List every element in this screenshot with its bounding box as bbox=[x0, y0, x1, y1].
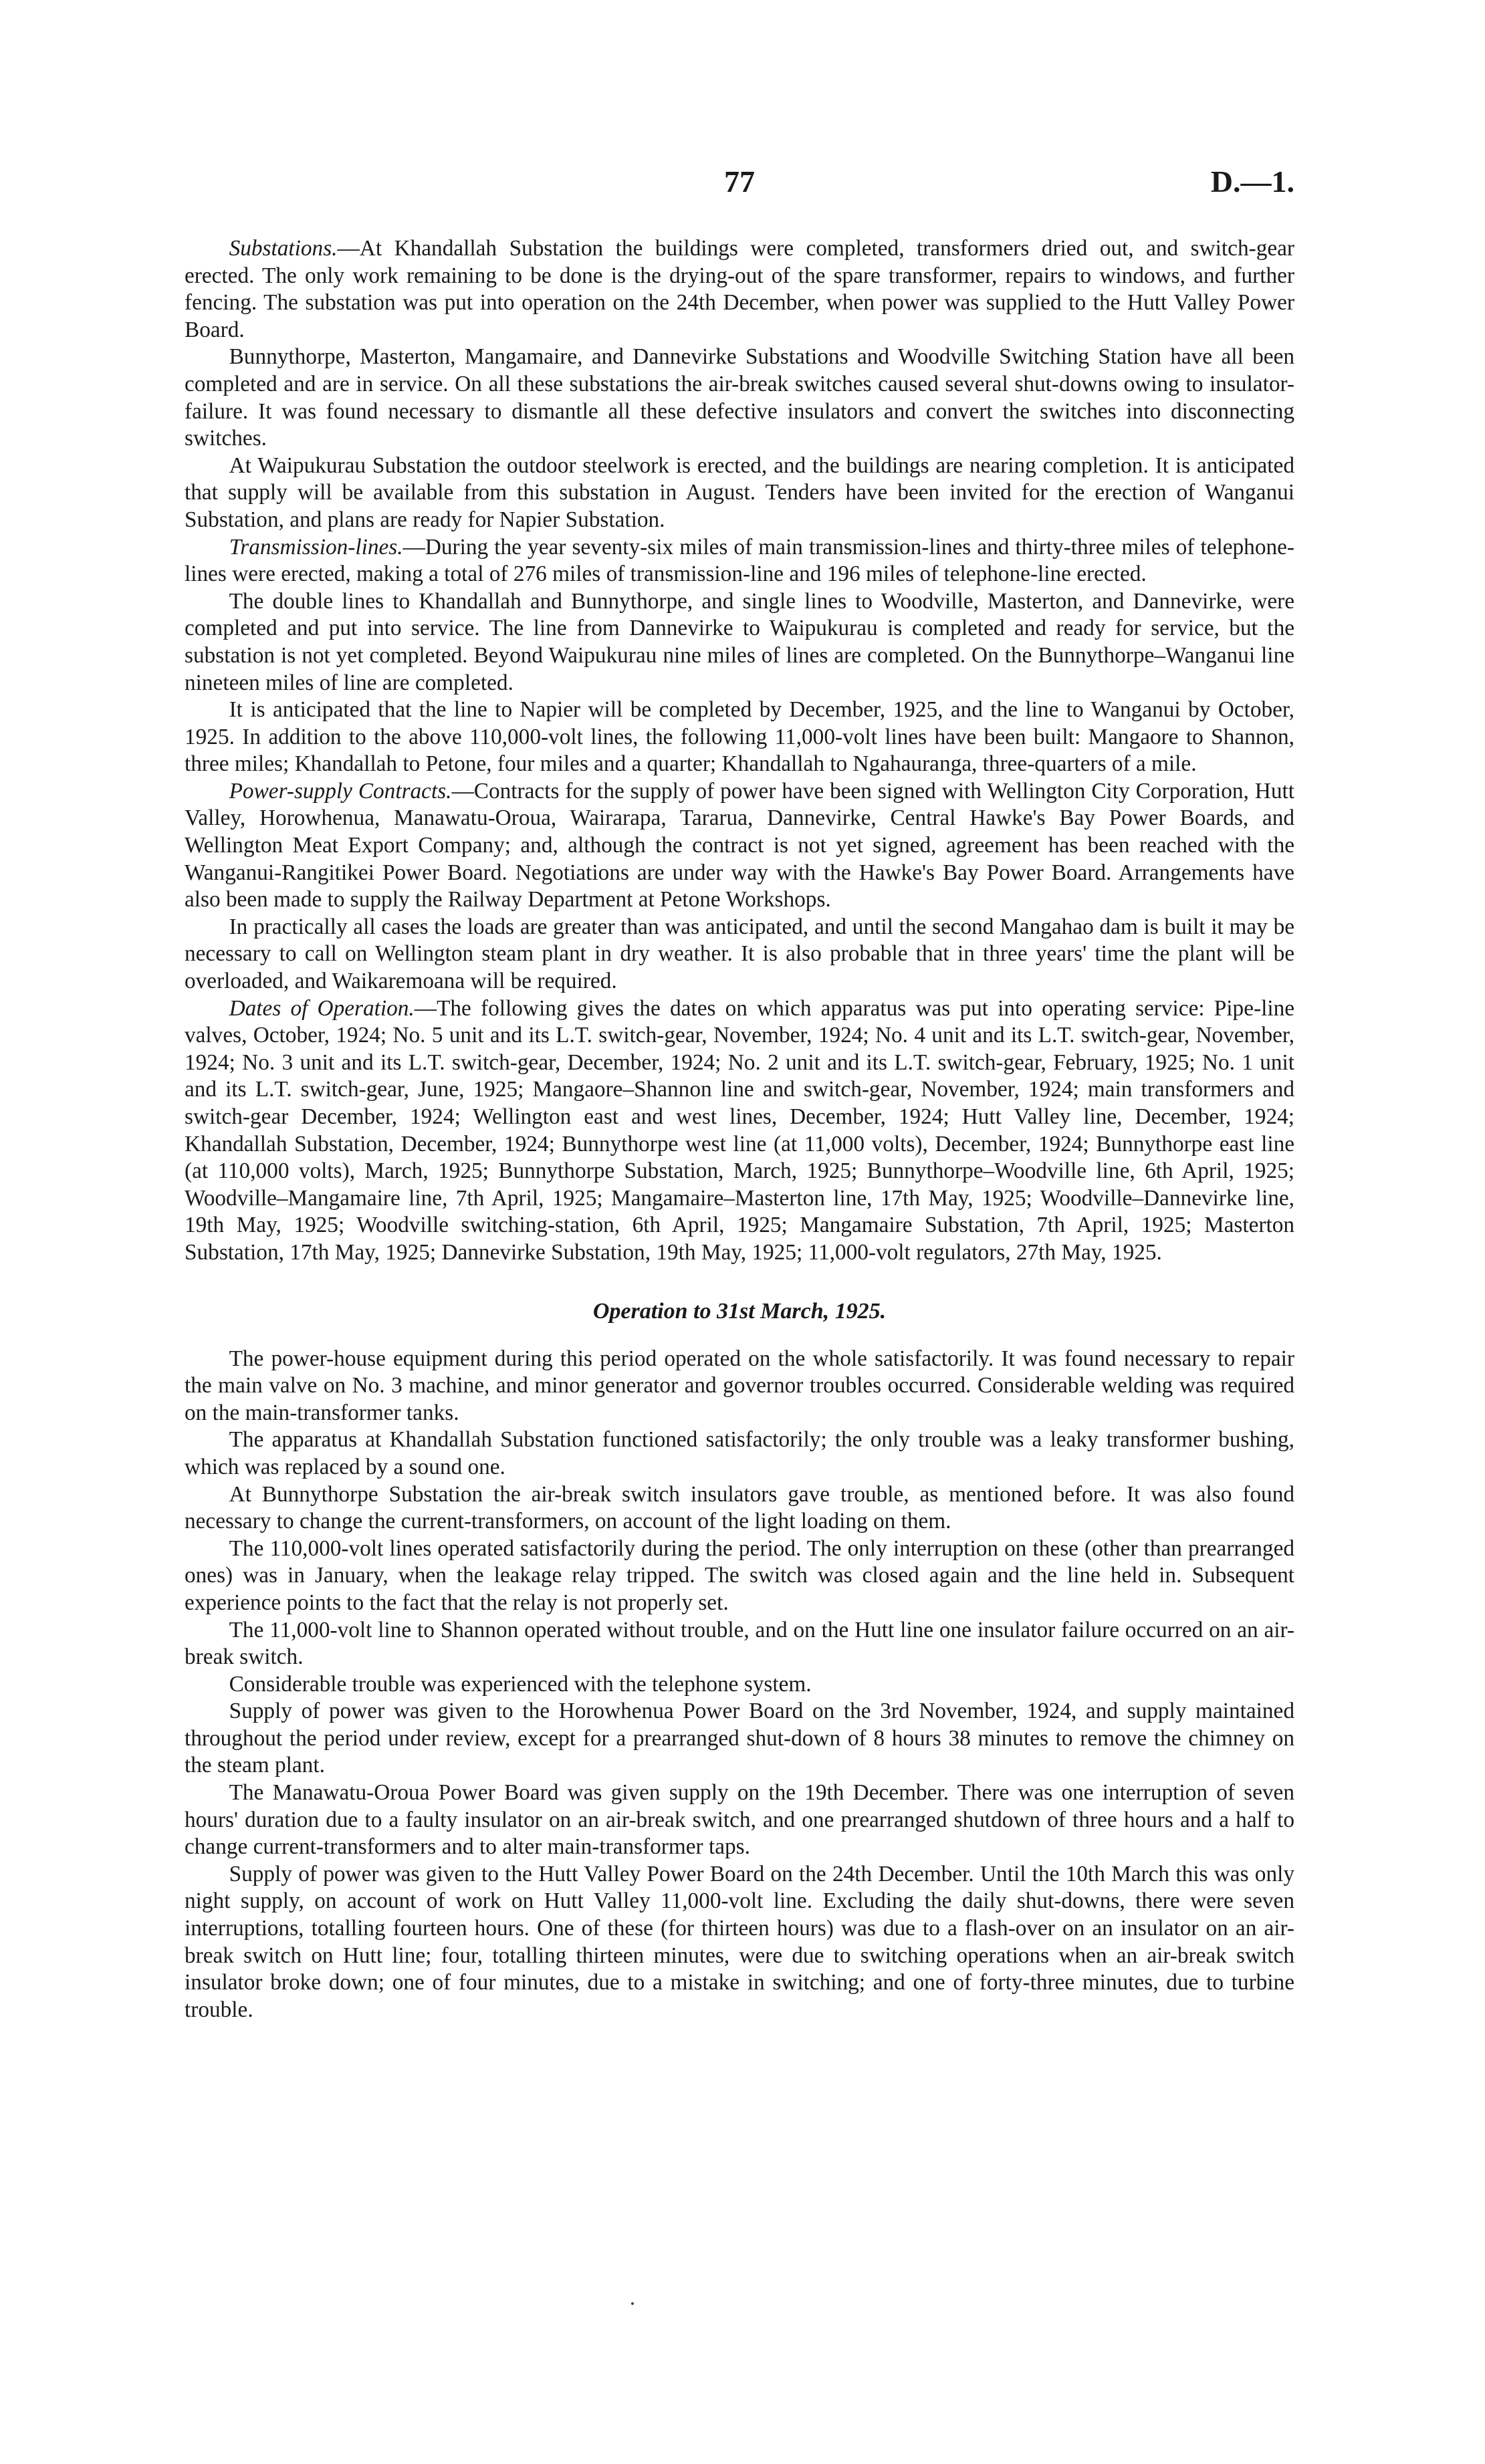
paragraph-text: The Manawatu-Oroua Power Board was given supply on the 19th December. There was one interruption of seven hours' duration due to a faulty insulator on an air-break switch, and one prearranged shutdown of three hours and a half to change current-transformers and to alter main-transformer taps. bbox=[185, 1780, 1294, 1860]
paragraph-text: It is anticipated that the line to Napier will be completed by December, 1925, and the line to Wanganui by October, 1925. In addition to the above 110,000-volt lines, the following 11,000-volt lines have been built: Mangaore to Shannon, three miles; Khandallah to Petone, four miles and a quarter; Khandallah to Ngahauranga, three-quarters of a mile. bbox=[185, 697, 1294, 777]
paragraph-text: —At Khandallah Substation the buildings were completed, transformers dried out, and switch-gear erected. The only work remaining to be done is the drying-out of the spare transformer, repairs to windows, and further fencing. The substation was put into operation on the 24th December, when power was supplied to the Hutt Valley Power Board. bbox=[185, 236, 1294, 342]
paragraph-text: The double lines to Khandallah and Bunnythorpe, and single lines to Woodville, Masterton, and Dannevirke, were completed and put into service. The line from Dannevirke to Waipukurau is completed and ready for service, but the substation is not yet completed. Beyond Waipukurau nine miles of lines are completed. On the Bunnythorpe–Wanganui line nineteen miles of line are completed. bbox=[185, 588, 1294, 695]
paragraph bbox=[185, 1535, 1294, 1617]
paragraph-power-supply-contracts bbox=[185, 778, 1294, 914]
paragraph-text: The power-house equipment during this period operated on the whole satisfactorily. It was found necessary to repair the main valve on No. 3 machine, and minor generator and governor troubles occurred. Considerable welding was required on the main-transformer tanks. bbox=[185, 1346, 1294, 1425]
paragraph bbox=[185, 1617, 1294, 1671]
paragraph-text: —The following gives the dates on which apparatus was put into operating service: Pipe-line valves, October, 1924; No. 5 unit and its L.T. switch-gear, November, 1924; No. 4 unit and its L.T. switch-gear, November, 1924; No. 3 unit and its L.T. switch-gear, December, 1924; No. 2 unit and its L.T. switch-gear, February, 1925; No. 1 unit and its L.T. switch-gear, June, 1925; Mangaore–Shannon line and switch-gear, November, 1924; main transformers and switch-gear December, 1924; Wellington east and west lines, December, 1924; Hutt Valley line, December, 1924; Khandallah Substation, December, 1924; Bunnythorpe west line (at 11,000 volts), December, 1924; Bunnythorpe east line (at 110,000 volts), March, 1925; Bunnythorpe Substation, March, 1925; Bunnythorpe–Woodville line, 6th April, 1925; Woodville–Mangamaire line, 7th April, 1925; Mangamaire–Masterton line, 17th May, 1925; Woodville–Dannevirke line, 19th May, 1925; Woodville switching-station, 6th April, 1925; Mangamaire Substation, 7th April, 1925; Masterton Substation, 17th May, 1925; Dannevirke Substation, 19th May, 1925; 11,000-volt regulators, 27th May, 1925. bbox=[185, 995, 1295, 1265]
paragraph bbox=[185, 1779, 1294, 1861]
paragraph bbox=[185, 1346, 1294, 1427]
paragraph-text: —During the year seventy-six miles of main transmission-lines and thirty-three miles of telephone-lines were erected, making a total of 276 miles of transmission-line and 196 miles of telephone-line erected. bbox=[185, 534, 1294, 587]
paragraph-lead: Dates of Operation. bbox=[229, 995, 415, 1021]
paragraph-transmission-lines bbox=[185, 534, 1294, 588]
paragraph bbox=[185, 1427, 1294, 1481]
paragraph bbox=[185, 453, 1294, 534]
paragraph bbox=[185, 914, 1294, 995]
paragraph-substations bbox=[185, 235, 1294, 344]
paragraph bbox=[185, 588, 1294, 697]
paragraph bbox=[185, 1481, 1294, 1535]
paragraph bbox=[185, 697, 1294, 778]
paragraph-text: The 11,000-volt line to Shannon operated without trouble, and on the Hutt line one insulator failure occurred on an air-break switch. bbox=[185, 1617, 1294, 1670]
paragraph-lead: Transmission-lines. bbox=[229, 534, 403, 560]
paragraph-text: The 110,000-volt lines operated satisfactorily during the period. The only interruption on these (other than prearranged ones) was in January, when the leakage relay tripped. The switch was closed again and the line held in. Subsequent experience points to the fact that the relay is not properly set. bbox=[185, 1535, 1294, 1615]
paragraph-text: At Waipukurau Substation the outdoor steelwork is erected, and the buildings are nearing completion. It is anticipated that supply will be available from this substation in August. Tenders have been invited for the erection of Wanganui Substation, and plans are ready for Napier Substation. bbox=[185, 453, 1294, 532]
paragraph-dates-of-operation bbox=[185, 995, 1294, 1267]
paragraph-text: Bunnythorpe, Masterton, Mangamaire, and Dannevirke Substations and Woodville Switching Station have all been completed and are in service. On all these substations the air-break switches caused several shut-downs owing to insulator-failure. It was found necessary to dismantle all these defective insulators and convert the switches into disconnecting switches. bbox=[185, 344, 1294, 451]
body-text bbox=[185, 235, 1294, 2023]
page-number: 77 bbox=[724, 164, 755, 199]
paragraph-lead: Substations. bbox=[229, 236, 338, 261]
paragraph-text: Considerable trouble was experienced with the telephone system. bbox=[229, 1671, 812, 1697]
page-header bbox=[185, 164, 1294, 204]
paragraph-text: —Contracts for the supply of power have been signed with Wellington City Corporation, Hutt Valley, Horowhenua, Manawatu-Oroua, Wairarapa, Tararua, Dannevirke, Central Hawke's Bay Power Boards, and Wellington Meat Export Company; and, although the contract is not yet signed, agreement has been reached with the Wanganui-Rangitikei Power Board. Negotiations are under way with the Hawke's Bay Power Board. Arrangements have also been made to supply the Railway Department at Petone Workshops. bbox=[185, 778, 1294, 912]
paragraph-lead: Power-supply Contracts. bbox=[229, 778, 452, 804]
paragraph bbox=[185, 1698, 1294, 1779]
paragraph-text: Supply of power was given to the Horowhenua Power Board on the 3rd November, 1924, and supply maintained throughout the period under review, except for a prearranged shut-down of 8 hours 38 minutes to remove the chimney on the steam plant. bbox=[185, 1699, 1294, 1778]
paragraph-text: In practically all cases the loads are greater than was anticipated, and until the second Mangahao dam is built it may be necessary to call on Wellington steam plant in dry weather. It is also probable that in three years' time the plant will be overloaded, and Waikaremoana will be required. bbox=[185, 914, 1294, 994]
paragraph-text: The apparatus at Khandallah Substation functioned satisfactorily; the only trouble was a leaky transformer bushing, which was replaced by a sound one. bbox=[185, 1427, 1294, 1479]
section-title: Operation to 31st March, 1925. bbox=[592, 1298, 887, 1324]
print-speck bbox=[631, 2302, 634, 2305]
paragraph bbox=[185, 1671, 1294, 1699]
paragraph-text: At Bunnythorpe Substation the air-break switch insulators gave trouble, as mentioned before. It was also found necessary to change the current-transformers, on account of the light loading on them. bbox=[185, 1481, 1294, 1534]
paragraph-text: Supply of power was given to the Hutt Valley Power Board on the 24th December. Until the 10th March this was only night supply, on account of work on Hutt Valley 11,000-volt line. Excluding the daily shut-downs, there were seven interruptions, totalling fourteen hours. One of these (for thirteen hours) was due to a flash-over on an insulator on an air-break switch on Hutt line; four, totalling thirteen minutes, were due to switching operations when an air-break switch insulator broke down; one of four minutes, due to a mistake in switching; and one of forty-three minutes, due to turbine trouble. bbox=[185, 1861, 1294, 2022]
paragraph bbox=[185, 344, 1294, 452]
document-reference: D.—1. bbox=[1210, 164, 1294, 199]
paragraph bbox=[185, 1861, 1294, 2024]
